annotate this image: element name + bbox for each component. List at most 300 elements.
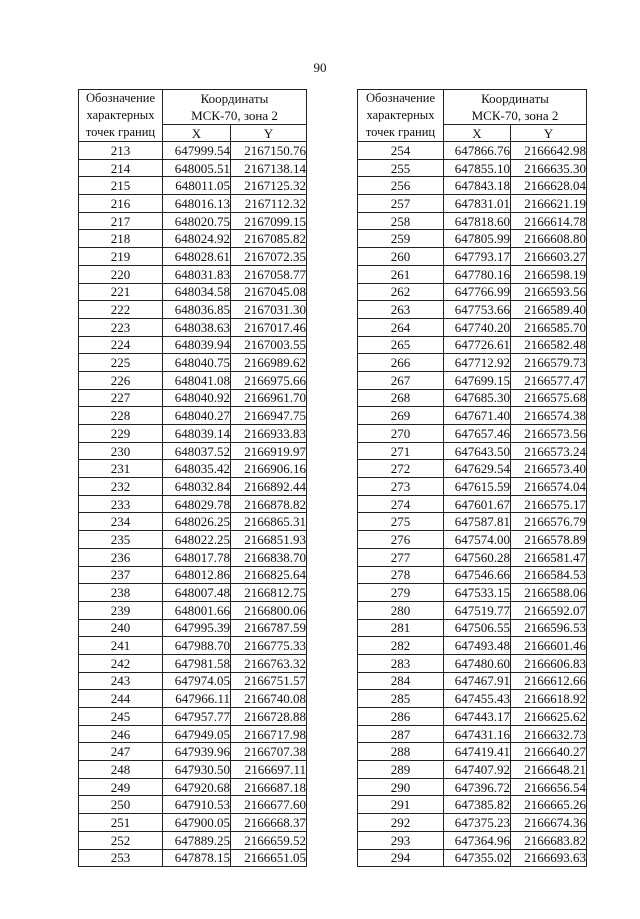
point-number-cell: 281 [358, 619, 444, 637]
x-coordinate-cell: 647364.96 [444, 831, 511, 849]
x-coordinate-cell: 647657.46 [444, 425, 511, 443]
coordinates-header [163, 90, 307, 125]
y-coordinate-cell: 2166933.83 [231, 425, 307, 443]
y-coordinate-cell: 2166812.75 [231, 584, 307, 602]
point-number-cell: 233 [79, 495, 163, 513]
point-number-cell: 267 [358, 371, 444, 389]
y-coordinate-cell: 2166775.33 [231, 637, 307, 655]
point-number-cell: 230 [79, 442, 163, 460]
table-row [358, 318, 587, 336]
point-number-cell: 286 [358, 708, 444, 726]
table-row [358, 513, 587, 531]
y-coordinate-cell: 2166683.82 [511, 831, 587, 849]
x-coordinate-cell: 647920.68 [163, 778, 231, 796]
y-coordinate-cell: 2166573.24 [511, 442, 587, 460]
point-number-cell: 229 [79, 425, 163, 443]
x-coordinate-cell: 647506.55 [444, 619, 511, 637]
x-coordinate-cell: 648020.75 [163, 212, 231, 230]
y-coordinate-cell: 2166693.63 [511, 849, 587, 867]
x-coordinate-cell: 648026.25 [163, 513, 231, 531]
x-coordinate-cell: 648029.78 [163, 495, 231, 513]
table-row [79, 177, 307, 195]
y-coordinate-cell: 2166573.56 [511, 425, 587, 443]
point-number-cell: 219 [79, 248, 163, 266]
y-coordinate-cell: 2166865.31 [231, 513, 307, 531]
table-row [358, 637, 587, 655]
y-coordinate-cell: 2166975.66 [231, 371, 307, 389]
y-coordinate-cell: 2166838.70 [231, 548, 307, 566]
point-number-cell: 271 [358, 442, 444, 460]
y-coordinate-cell: 2166625.62 [511, 708, 587, 726]
x-coordinate-cell: 647726.61 [444, 336, 511, 354]
table-row [79, 761, 307, 779]
y-coordinate-cell: 2166656.54 [511, 778, 587, 796]
table-row [79, 548, 307, 566]
point-number-cell: 225 [79, 354, 163, 372]
point-number-cell: 262 [358, 283, 444, 301]
x-coordinate-cell: 647601.67 [444, 495, 511, 513]
x-column-header: X [444, 125, 511, 142]
table-row [358, 531, 587, 549]
y-coordinate-cell: 2166574.04 [511, 478, 587, 496]
point-number-cell: 227 [79, 389, 163, 407]
table-row [358, 442, 587, 460]
x-coordinate-cell: 648028.61 [163, 248, 231, 266]
x-coordinate-cell: 648001.66 [163, 601, 231, 619]
y-coordinate-cell: 2166851.93 [231, 531, 307, 549]
x-coordinate-cell: 647999.54 [163, 142, 231, 160]
y-coordinate-cell: 2166628.04 [511, 177, 587, 195]
y-coordinate-cell: 2167031.30 [231, 301, 307, 319]
x-coordinate-cell: 648035.42 [163, 460, 231, 478]
table-row [79, 159, 307, 177]
y-coordinate-cell: 2166892.44 [231, 478, 307, 496]
y-coordinate-cell: 2166751.57 [231, 672, 307, 690]
table-row [358, 407, 587, 425]
y-coordinate-cell: 2167085.82 [231, 230, 307, 248]
x-coordinate-cell: 647546.66 [444, 566, 511, 584]
designation-line-3: точек границ [85, 125, 156, 139]
table-row [358, 425, 587, 443]
y-coordinate-cell: 2166651.05 [231, 849, 307, 867]
x-coordinate-cell: 647793.17 [444, 248, 511, 266]
x-coordinate-cell: 647560.28 [444, 548, 511, 566]
x-coordinate-cell: 647930.50 [163, 761, 231, 779]
x-coordinate-cell: 648037.52 [163, 442, 231, 460]
y-coordinate-cell: 2166621.19 [511, 195, 587, 213]
point-number-cell: 247 [79, 743, 163, 761]
x-coordinate-cell: 647740.20 [444, 318, 511, 336]
x-coordinate-cell: 648005.51 [163, 159, 231, 177]
table-row [358, 778, 587, 796]
table-row [358, 725, 587, 743]
table-row [79, 389, 307, 407]
point-number-cell: 256 [358, 177, 444, 195]
x-coordinate-cell: 647615.59 [444, 478, 511, 496]
x-coordinate-cell: 647407.92 [444, 761, 511, 779]
point-number-cell: 268 [358, 389, 444, 407]
x-column-header: X [163, 125, 231, 142]
y-coordinate-cell: 2166642.98 [511, 142, 587, 160]
x-coordinate-cell: 647455.43 [444, 690, 511, 708]
x-coordinate-cell: 647974.05 [163, 672, 231, 690]
coordinates-title-line-1: Координаты [481, 91, 549, 106]
table-row [358, 195, 587, 213]
table-row [358, 389, 587, 407]
point-number-cell: 289 [358, 761, 444, 779]
point-number-cell: 243 [79, 672, 163, 690]
y-coordinate-cell: 2166578.89 [511, 531, 587, 549]
table-row [79, 265, 307, 283]
x-coordinate-cell: 648022.25 [163, 531, 231, 549]
x-coordinate-cell: 647712.92 [444, 354, 511, 372]
point-number-cell: 277 [358, 548, 444, 566]
y-coordinate-cell: 2166763.32 [231, 654, 307, 672]
y-coordinate-cell: 2166576.79 [511, 513, 587, 531]
table-row [79, 831, 307, 849]
point-number-cell: 241 [79, 637, 163, 655]
point-number-cell: 294 [358, 849, 444, 867]
coordinates-header [444, 90, 587, 125]
table-row [79, 354, 307, 372]
table-row [79, 460, 307, 478]
table-row [79, 796, 307, 814]
table-row [79, 230, 307, 248]
y-coordinate-cell: 2166906.16 [231, 460, 307, 478]
coordinates-title-line-2: МСК-70, зона 2 [471, 108, 559, 123]
x-coordinate-cell: 648039.94 [163, 336, 231, 354]
y-coordinate-cell: 2166582.48 [511, 336, 587, 354]
x-coordinate-cell: 648034.58 [163, 283, 231, 301]
y-coordinate-cell: 2166573.40 [511, 460, 587, 478]
y-coordinate-cell: 2166606.83 [511, 654, 587, 672]
y-coordinate-cell: 2166577.47 [511, 371, 587, 389]
x-coordinate-cell: 647766.99 [444, 283, 511, 301]
x-coordinate-cell: 647533.15 [444, 584, 511, 602]
point-number-cell: 217 [79, 212, 163, 230]
point-number-cell: 246 [79, 725, 163, 743]
y-coordinate-cell: 2166640.27 [511, 743, 587, 761]
x-coordinate-cell: 647431.16 [444, 725, 511, 743]
x-coordinate-cell: 647843.18 [444, 177, 511, 195]
point-number-cell: 216 [79, 195, 163, 213]
x-coordinate-cell: 647671.40 [444, 407, 511, 425]
table-row [79, 778, 307, 796]
table-row [358, 601, 587, 619]
x-coordinate-cell: 647493.48 [444, 637, 511, 655]
y-coordinate-cell: 2166614.78 [511, 212, 587, 230]
x-coordinate-cell: 648040.92 [163, 389, 231, 407]
y-coordinate-cell: 2166787.59 [231, 619, 307, 637]
point-number-cell: 236 [79, 548, 163, 566]
x-coordinate-cell: 648041.08 [163, 371, 231, 389]
y-coordinate-cell: 2166598.19 [511, 265, 587, 283]
y-coordinate-cell: 2166601.46 [511, 637, 587, 655]
point-number-cell: 259 [358, 230, 444, 248]
designation-line-3: точек границ [365, 125, 436, 139]
y-coordinate-cell: 2166648.21 [511, 761, 587, 779]
point-number-cell: 279 [358, 584, 444, 602]
point-number-cell: 237 [79, 566, 163, 584]
coordinates-table-left [78, 89, 307, 867]
table-row [79, 495, 307, 513]
x-coordinate-cell: 647419.41 [444, 743, 511, 761]
y-coordinate-cell: 2166635.30 [511, 159, 587, 177]
table-row [79, 425, 307, 443]
point-number-cell: 263 [358, 301, 444, 319]
table-row [358, 371, 587, 389]
point-number-cell: 282 [358, 637, 444, 655]
x-coordinate-cell: 647355.02 [444, 849, 511, 867]
point-number-cell: 228 [79, 407, 163, 425]
point-number-cell: 266 [358, 354, 444, 372]
x-coordinate-cell: 647574.00 [444, 531, 511, 549]
point-number-cell: 214 [79, 159, 163, 177]
point-number-cell: 265 [358, 336, 444, 354]
y-coordinate-cell: 2167150.76 [231, 142, 307, 160]
x-coordinate-cell: 647981.58 [163, 654, 231, 672]
y-coordinate-cell: 2167017.46 [231, 318, 307, 336]
table-row [358, 230, 587, 248]
x-coordinate-cell: 647855.10 [444, 159, 511, 177]
table-row [358, 283, 587, 301]
table-row [358, 619, 587, 637]
x-coordinate-cell: 647396.72 [444, 778, 511, 796]
point-number-cell: 244 [79, 690, 163, 708]
y-coordinate-cell: 2166989.62 [231, 354, 307, 372]
table-row [358, 460, 587, 478]
x-coordinate-cell: 648011.05 [163, 177, 231, 195]
x-coordinate-cell: 648032.84 [163, 478, 231, 496]
x-coordinate-cell: 647966.11 [163, 690, 231, 708]
x-coordinate-cell: 648036.85 [163, 301, 231, 319]
table-row [358, 796, 587, 814]
table-row [358, 584, 587, 602]
x-coordinate-cell: 648040.27 [163, 407, 231, 425]
point-number-cell: 255 [358, 159, 444, 177]
y-coordinate-cell: 2166632.73 [511, 725, 587, 743]
y-coordinate-cell: 2166592.07 [511, 601, 587, 619]
table-row [358, 301, 587, 319]
table-row [358, 495, 587, 513]
point-number-cell: 245 [79, 708, 163, 726]
x-coordinate-cell: 647831.01 [444, 195, 511, 213]
y-coordinate-cell: 2167072.35 [231, 248, 307, 266]
table-row [358, 265, 587, 283]
y-coordinate-cell: 2166575.17 [511, 495, 587, 513]
point-number-cell: 287 [358, 725, 444, 743]
y-coordinate-cell: 2166588.06 [511, 584, 587, 602]
y-coordinate-cell: 2166574.38 [511, 407, 587, 425]
table-row [79, 708, 307, 726]
table-row [358, 478, 587, 496]
y-coordinate-cell: 2166800.06 [231, 601, 307, 619]
x-coordinate-cell: 648040.75 [163, 354, 231, 372]
x-coordinate-cell: 647480.60 [444, 654, 511, 672]
point-number-cell: 273 [358, 478, 444, 496]
point-number-cell: 251 [79, 814, 163, 832]
y-coordinate-cell: 2166919.97 [231, 442, 307, 460]
x-coordinate-cell: 647949.05 [163, 725, 231, 743]
point-number-cell: 226 [79, 371, 163, 389]
x-coordinate-cell: 647375.23 [444, 814, 511, 832]
point-number-cell: 213 [79, 142, 163, 160]
table-row [358, 212, 587, 230]
point-number-cell: 272 [358, 460, 444, 478]
point-number-cell: 291 [358, 796, 444, 814]
y-coordinate-cell: 2166581.47 [511, 548, 587, 566]
point-number-cell: 276 [358, 531, 444, 549]
point-number-cell: 249 [79, 778, 163, 796]
table-row [79, 619, 307, 637]
table-row [79, 318, 307, 336]
table-row [79, 371, 307, 389]
point-number-cell: 223 [79, 318, 163, 336]
y-coordinate-cell: 2166707.38 [231, 743, 307, 761]
y-coordinate-cell: 2166961.70 [231, 389, 307, 407]
point-number-cell: 235 [79, 531, 163, 549]
point-number-cell: 261 [358, 265, 444, 283]
table-row [79, 301, 307, 319]
page-number: 90 [313, 60, 327, 75]
table-row [79, 601, 307, 619]
designation-header [79, 90, 163, 142]
y-coordinate-cell: 2166575.68 [511, 389, 587, 407]
y-coordinate-cell: 2166825.64 [231, 566, 307, 584]
point-number-cell: 292 [358, 814, 444, 832]
y-column-header: Y [231, 125, 307, 142]
table-row [79, 672, 307, 690]
designation-line-1: Обозначение [365, 91, 436, 105]
point-number-cell: 264 [358, 318, 444, 336]
x-coordinate-cell: 647878.15 [163, 849, 231, 867]
table-row [79, 336, 307, 354]
table-row [358, 142, 587, 160]
y-coordinate-cell: 2167003.55 [231, 336, 307, 354]
table-row [79, 407, 307, 425]
y-coordinate-cell: 2166740.08 [231, 690, 307, 708]
table-row [358, 248, 587, 266]
y-coordinate-cell: 2167138.14 [231, 159, 307, 177]
x-coordinate-cell: 647587.81 [444, 513, 511, 531]
y-coordinate-cell: 2167112.32 [231, 195, 307, 213]
y-coordinate-cell: 2166677.60 [231, 796, 307, 814]
table-row [358, 354, 587, 372]
coordinates-title-line-2: МСК-70, зона 2 [191, 108, 278, 123]
table-row [79, 814, 307, 832]
y-coordinate-cell: 2166687.18 [231, 778, 307, 796]
x-coordinate-cell: 648038.63 [163, 318, 231, 336]
point-number-cell: 248 [79, 761, 163, 779]
point-number-cell: 254 [358, 142, 444, 160]
point-number-cell: 222 [79, 301, 163, 319]
x-coordinate-cell: 648012.86 [163, 566, 231, 584]
point-number-cell: 274 [358, 495, 444, 513]
y-coordinate-cell: 2166878.82 [231, 495, 307, 513]
table-row [79, 478, 307, 496]
x-coordinate-cell: 647685.30 [444, 389, 511, 407]
table-row [79, 248, 307, 266]
coordinates-table-right [357, 89, 587, 867]
x-coordinate-cell: 647519.77 [444, 601, 511, 619]
point-number-cell: 293 [358, 831, 444, 849]
x-coordinate-cell: 647910.53 [163, 796, 231, 814]
table-row [358, 159, 587, 177]
table-row [79, 283, 307, 301]
y-coordinate-cell: 2166674.36 [511, 814, 587, 832]
table-row [358, 761, 587, 779]
point-number-cell: 252 [79, 831, 163, 849]
point-number-cell: 260 [358, 248, 444, 266]
table-row [79, 531, 307, 549]
point-number-cell: 220 [79, 265, 163, 283]
x-coordinate-cell: 647753.66 [444, 301, 511, 319]
y-coordinate-cell: 2166697.11 [231, 761, 307, 779]
point-number-cell: 250 [79, 796, 163, 814]
table-row [79, 743, 307, 761]
x-coordinate-cell: 647889.25 [163, 831, 231, 849]
point-number-cell: 278 [358, 566, 444, 584]
table-row [358, 336, 587, 354]
table-row [79, 637, 307, 655]
point-number-cell: 239 [79, 601, 163, 619]
designation-header [358, 90, 444, 142]
point-number-cell: 257 [358, 195, 444, 213]
table-row [358, 743, 587, 761]
x-coordinate-cell: 648016.13 [163, 195, 231, 213]
y-coordinate-cell: 2166579.73 [511, 354, 587, 372]
table-row [358, 814, 587, 832]
point-number-cell: 284 [358, 672, 444, 690]
point-number-cell: 218 [79, 230, 163, 248]
table-row [79, 566, 307, 584]
coordinates-title-line-1: Координаты [200, 91, 269, 106]
table-row [358, 566, 587, 584]
table-row [79, 849, 307, 867]
y-coordinate-cell: 2166668.37 [231, 814, 307, 832]
table-row [79, 442, 307, 460]
x-coordinate-cell: 647939.96 [163, 743, 231, 761]
point-number-cell: 215 [79, 177, 163, 195]
point-number-cell: 232 [79, 478, 163, 496]
table-row [79, 690, 307, 708]
table-row [358, 849, 587, 867]
point-number-cell: 253 [79, 849, 163, 867]
table-row [79, 195, 307, 213]
y-coordinate-cell: 2167099.15 [231, 212, 307, 230]
point-number-cell: 275 [358, 513, 444, 531]
designation-line-1: Обозначение [85, 91, 156, 105]
point-number-cell: 269 [358, 407, 444, 425]
point-number-cell: 280 [358, 601, 444, 619]
y-coordinate-cell: 2167125.32 [231, 177, 307, 195]
point-number-cell: 234 [79, 513, 163, 531]
y-coordinate-cell: 2166608.80 [511, 230, 587, 248]
table-row [79, 212, 307, 230]
x-coordinate-cell: 648024.92 [163, 230, 231, 248]
table-row [79, 142, 307, 160]
table-row [79, 513, 307, 531]
x-coordinate-cell: 647780.16 [444, 265, 511, 283]
table-row [79, 654, 307, 672]
point-number-cell: 242 [79, 654, 163, 672]
y-coordinate-cell: 2166618.92 [511, 690, 587, 708]
y-coordinate-cell: 2166596.53 [511, 619, 587, 637]
x-coordinate-cell: 647988.70 [163, 637, 231, 655]
point-number-cell: 224 [79, 336, 163, 354]
y-coordinate-cell: 2167058.77 [231, 265, 307, 283]
y-coordinate-cell: 2166947.75 [231, 407, 307, 425]
